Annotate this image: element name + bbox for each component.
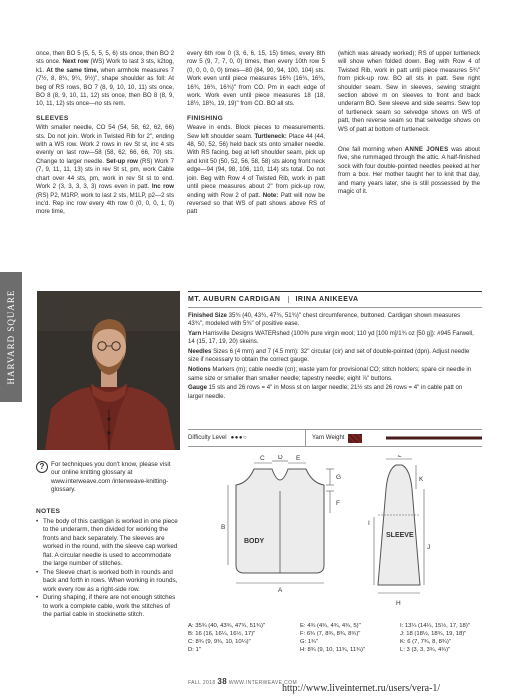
spec-footer bbox=[188, 429, 482, 447]
next-row-text: (WS) Work to last 3 sts, k2tog, k1. bbox=[36, 58, 174, 74]
yarn-strand-image bbox=[386, 430, 482, 446]
schematic-svg bbox=[188, 455, 486, 620]
notes-list bbox=[36, 518, 178, 620]
measurement-c: C: 8¾ (9, 9¾, 10, 10¼)" bbox=[188, 639, 251, 645]
bio-name: ANNE JONES bbox=[404, 146, 449, 154]
side-tab-bold: HARVARD bbox=[6, 334, 16, 385]
measurement-b: B: 16 (16, 16¼, 16½, 17)" bbox=[188, 631, 256, 637]
measurements-col-2 bbox=[300, 622, 410, 654]
spec-title-bar bbox=[188, 292, 482, 308]
letter-k: K bbox=[419, 476, 424, 483]
setup-row-label: Set-up row bbox=[106, 157, 138, 165]
measurement-h: H: 8¾ (9, 10, 11¾, 11¾)" bbox=[300, 647, 366, 653]
needles-label: Needles bbox=[188, 348, 212, 356]
side-tab-label bbox=[6, 290, 16, 385]
sleeves-heading: SLEEVES bbox=[36, 114, 69, 122]
yarn-weight-icon bbox=[348, 434, 362, 443]
measurement-a: A: 35¾ (40, 43¾, 47¾, 51¾)" bbox=[188, 623, 266, 629]
bio-post: was about five, she rummaged through the attic. A half-finished sock with four double-pointed needles peeked at her from a box. Her mother taught her to knit that day, and many years later, she is still possessed by the magic of it. bbox=[338, 146, 480, 196]
same-time-text: when armhole measures 7 (7½, 8, 8¾, 9¼, 9½)", shape shoulder as foll: At beg of RS rows, BO 7 (8, 9, 10, 10, 11) sts once, BO 8 (8, 9, 10, 11, 12) sts once, then BO 8 (8, 9, 10, 11, 12) sts once—no sts rem. bbox=[36, 66, 174, 108]
bio-pre: One fall morning when bbox=[338, 146, 403, 154]
measurement-i: I: 13¼ (14¼, 15½, 17, 18)" bbox=[400, 623, 470, 629]
schematic-diagrams bbox=[188, 455, 486, 620]
letter-l: L bbox=[398, 455, 402, 459]
yarn-label: Yarn bbox=[188, 330, 202, 338]
folio-page-number: 38 bbox=[217, 677, 228, 686]
model-photo-illustration bbox=[37, 291, 180, 450]
setup-row-text: (RS) Work 7 (7, 9, 11, 11, 13) sts in rev St st, pm, work Cable chart over 44 sts, pm, work in rev St st to end. Work 2 (3, 3, 3, 3, 3) rows even in patt. bbox=[36, 157, 174, 191]
sleeve-outline bbox=[378, 465, 420, 585]
letter-h: H bbox=[396, 600, 401, 607]
note-item: • The Sleeve chart is worked both in rounds and back and forth in rows. When working in rounds, work every row as a right-side row. bbox=[36, 569, 178, 595]
designer-name: IRINA ANIKEEVA bbox=[295, 296, 359, 303]
measurement-g: G: 1¾" bbox=[300, 639, 319, 645]
folio-site: WWW.INTERWEAVE.COM bbox=[228, 680, 298, 686]
sleeve-label: SLEEVE bbox=[386, 532, 414, 539]
measurement-l: L: 3 (3, 3, 3¾, 4¾)" bbox=[400, 647, 451, 653]
measurement-e: E: 4¾ (4¾, 4¾, 4¾, 5)" bbox=[300, 623, 361, 629]
measurement-k: K: 6 (7, 7¾, 8, 8¾)" bbox=[400, 639, 451, 645]
question-icon: ? bbox=[36, 461, 48, 473]
watermark-url: http://www.liveinternet.ru/users/vera-1/ bbox=[282, 683, 441, 694]
pattern-title: MT. AUBURN CARDIGAN bbox=[188, 296, 289, 303]
side-tab-regular: SQUARE bbox=[6, 289, 16, 335]
notes-heading: NOTES bbox=[36, 508, 61, 515]
gauge-label: Gauge bbox=[188, 384, 207, 392]
glossary-tip bbox=[36, 461, 178, 494]
page-folio bbox=[188, 677, 297, 686]
letter-i: I bbox=[368, 520, 370, 527]
yarn-weight bbox=[306, 430, 386, 446]
letter-c: C bbox=[260, 455, 265, 462]
designer-bio bbox=[338, 146, 480, 196]
yarn-weight-label: Yarn Weight bbox=[312, 435, 345, 441]
measurement-f: F: 6¾ (7, 8¾, 8¾, 8¾)" bbox=[300, 631, 361, 637]
difficulty-dots: ●●●○ bbox=[230, 435, 248, 441]
pattern-column-3 bbox=[338, 50, 480, 197]
notes-section bbox=[36, 508, 178, 620]
model-photo bbox=[37, 291, 180, 450]
inc-row-text: (RS) P2, M1RP, work to last 2 sts, M1LP, p2—2 sts inc'd. Rep inc row every 4th row 0 (0, 0, 0, 1, 0) more time, bbox=[36, 191, 174, 216]
pattern-column-1 bbox=[36, 50, 174, 217]
letter-a: A bbox=[278, 587, 283, 594]
letter-e: E bbox=[296, 455, 301, 462]
letter-b: B bbox=[221, 524, 226, 531]
body-label: BODY bbox=[244, 538, 265, 545]
measurements-col-1 bbox=[188, 622, 298, 654]
pattern-spec-box bbox=[188, 291, 482, 453]
notions-label: Notions bbox=[188, 366, 211, 374]
col1-intro: once, then BO 5 (5, 5, 5, 5, 6) sts once, then BO 2 sts once. bbox=[36, 50, 174, 66]
gauge-text: 15 sts and 26 rows = 4" in Moss st on larger needle; 21½ sts and 26 rows = 4" in cable patt on larger needle. bbox=[188, 384, 463, 400]
pattern-column-2 bbox=[187, 50, 325, 217]
note-item: • During shaping, if there are not enough stitches to work a complete cable, work the stitches of the partial cable in stockinette stitch. bbox=[36, 594, 178, 620]
next-row-label: Next row bbox=[62, 58, 89, 66]
finished-size-label: Finished Size bbox=[188, 312, 227, 319]
note-item: • The body of this cardigan is worked in one piece to the underarm, then divided for working the fronts and back separately. The sleeves are worked in the round, with the sleeve cap worked flat. A circular needle is used to accommodate the large number of stitches. bbox=[36, 518, 178, 569]
letter-d: D bbox=[278, 455, 283, 461]
difficulty-level bbox=[188, 430, 306, 446]
inc-row-label: Inc row bbox=[151, 183, 174, 191]
note-label: Note: bbox=[262, 191, 279, 199]
note-text: Patt will now be reversed so that WS of patt shows above RS of patt bbox=[187, 191, 326, 216]
turtleneck-text: Place 44 (44, 48, 50, 52, 56) held back sts onto smaller needle. With RS facing, beg at left shoulder seam, pick up and knit 50 (50, 52, 56, 58, 58) sts along front neck edge—94 (94, 98, 106, 110, 114) sts total. Do not join. Beg with Row 4 of Twisted Rib, work in patt until piece measures about 2" from pick-up row, ending with Row 2 of patt. bbox=[187, 132, 325, 199]
measurement-j: J: 18 (18½, 18¾, 19, 18)" bbox=[400, 631, 467, 637]
yarn-text: Harrisville Designs WATERshed (100% pure virgin wool; 110 yd [100 m]/1¾ oz [50 g]): #945 Farwell, 14 (15, 17, 19, 20) skeins. bbox=[188, 330, 474, 346]
letter-f: F bbox=[336, 500, 340, 507]
section-side-tab bbox=[0, 272, 22, 402]
difficulty-label: Difficulty Level bbox=[188, 435, 227, 441]
measurement-d: D: 1" bbox=[188, 647, 201, 653]
folio-issue: FALL 2018 bbox=[188, 680, 216, 686]
col3-paragraph: (which was already worked); RS of upper turtleneck will show when folded down. Beg with Row 4 of Twisted Rib, work in patt until piece measures 5¾" from pick-up row. BO all sts in patt. Sew right shoulder seam. Sew in sleeves, sewing straight section above m on sleeves to front and back underarm BO. Sew sleeve and side seams. Sew top of turtleneck seam so selvedge shows on WS of patt, then reverse seam so that selvedge shows on WS of patt at bottom of turtleneck. bbox=[338, 50, 480, 133]
needles-text: Sizes 6 (4 mm) and 7 (4.5 mm): 32" circular (cir) and set of double-pointed (dpn). Adjust needle size if necessary to obtain the correct gauge. bbox=[188, 348, 470, 364]
glossary-tip-text: For techniques you don't know, please visit our online knitting glossary at www.interweave.com /interweave-knitting-glossary. bbox=[51, 461, 171, 493]
notions-text: Markers (m); cable needle (cn); waste yarn for provisional CO; stitch holders; spare cir needle in same size or smaller than smaller needle; tapestry needle; eight ⅞" buttons. bbox=[188, 366, 472, 382]
col2-paragraph: every 6th row 0 (3, 6, 6, 15, 15) times, every 8th row 5 (9, 7, 7, 0, 0) times, then every 10th row 5 (0, 0, 0, 0, 0) times—80 (84, 90, 94, 100, 104) sts. Work even until piece measures 16¾ (16¾, 16¾, 16¾, 16¾, 16¾)" from CO. Pm in each edge of work. Work even until piece measures 18 (18, 18½, 18¾, 19, 19)" from CO. BO all sts. bbox=[187, 50, 325, 108]
spec-body bbox=[188, 308, 482, 401]
letter-j: J bbox=[427, 544, 431, 551]
finishing-paragraph: Weave in ends. Block pieces to measurements. Sew left shoulder seam. bbox=[187, 124, 325, 140]
letter-g: G bbox=[336, 474, 342, 481]
same-time-label: At the same time, bbox=[46, 66, 99, 74]
turtleneck-label: Turtleneck: bbox=[254, 132, 287, 140]
finished-size-text: 35¾ (40, 43¾, 47¾, 51¾)" chest circumference, buttoned. Cardigan shown measures 43¾", modeled with 5¾" of positive ease. bbox=[188, 312, 461, 328]
finishing-heading: FINISHING bbox=[187, 114, 224, 122]
sleeves-paragraph: With smaller needle, CO 54 (54, 58, 62, 62, 66) sts. Do not join. Work in Twisted Rib for 2", ending with a WS row. Work 2 rows in rev St st, inc 4 sts evenly on last row—58 (58, 62, 66, 66, 70) sts. Change to larger needle. bbox=[36, 124, 174, 165]
measurements-col-3 bbox=[400, 622, 490, 654]
